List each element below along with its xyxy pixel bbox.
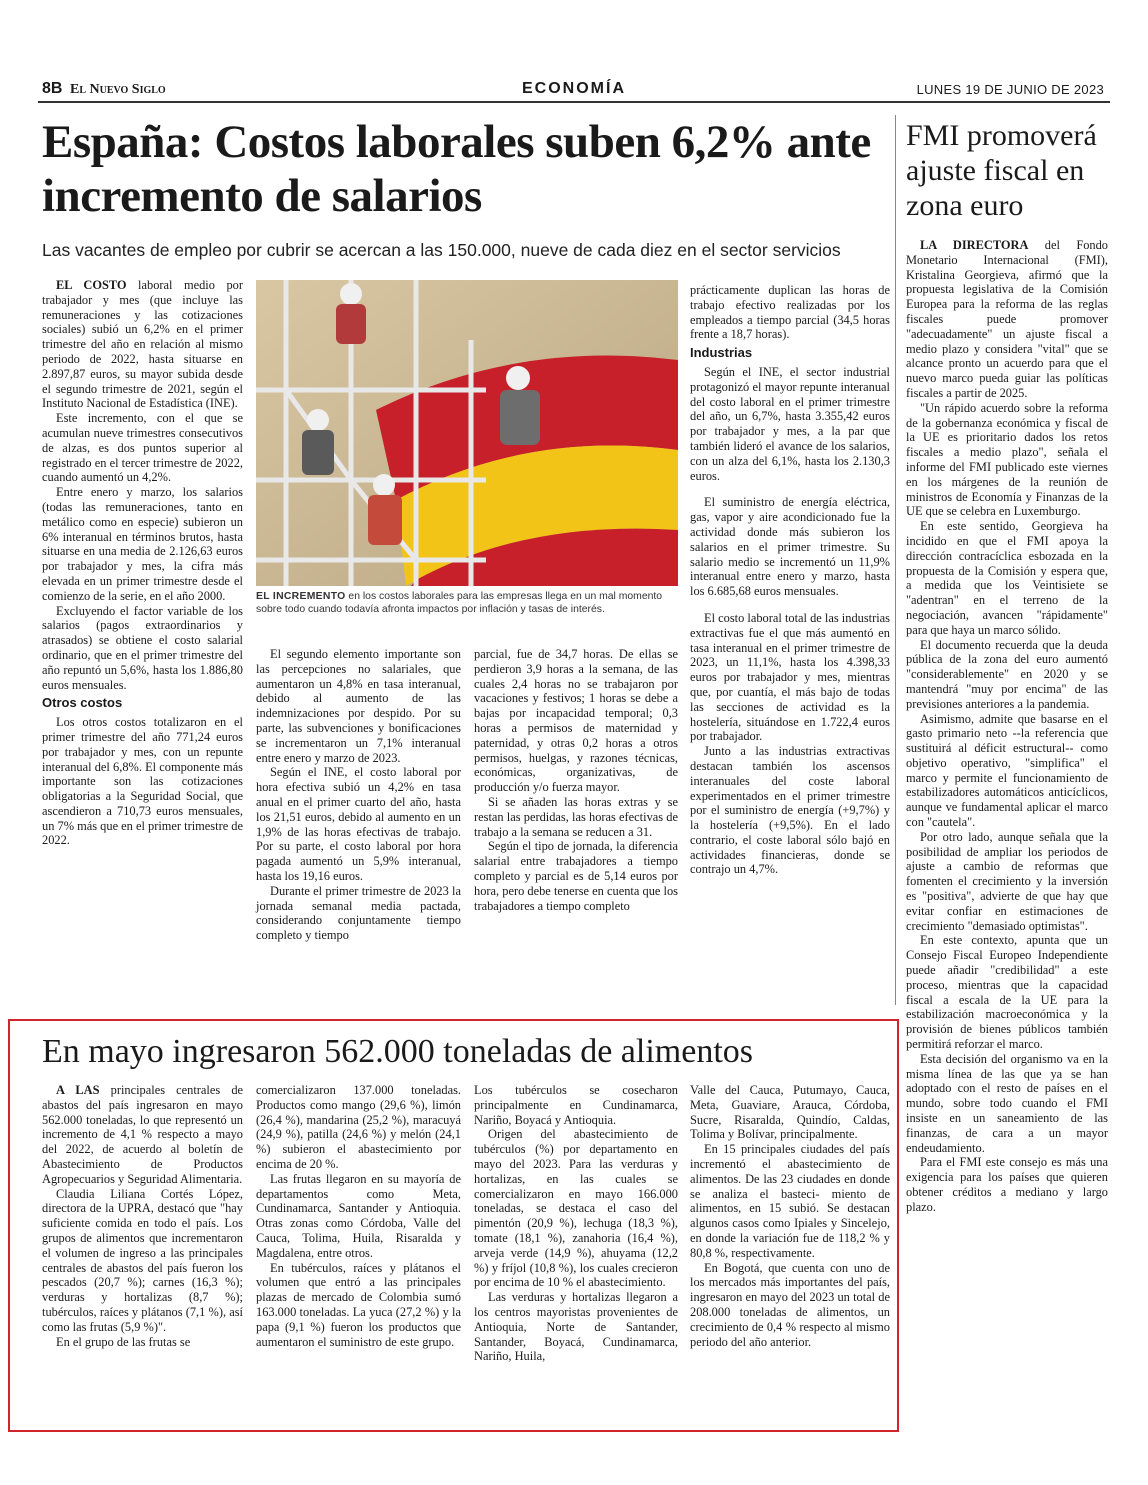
paragraph: Los otros costos totalizaron en el primer trimestre del año 771,24 euros por trabajador y mes, con un repunte interanual del 6,8%. El componente más importante son las cotizaciones obligatorias a la Seguridad Social, que ascendieron a 710,73 euros mensuales, un 7% más que en el primer trimestre de 2022. — [42, 715, 243, 848]
paragraph — [42, 278, 243, 411]
paragraph: comercializaron 137.000 toneladas. Productos como mango (29,6 %), limón (26,4 %), mandarina (25,2 %), maracuyá (24,9 %), patilla (24,6 %) y melón (24,1 %) subieron el abastecimiento por encima de 20 %. — [256, 1083, 461, 1171]
paragraph: En este contexto, apunta que un Consejo Fiscal Europeo Independiente puede añadir "credibilidad" a este proceso, mientras que la capacidad fiscal a escala de la UE para la estabilización macroeconómica y la provisión de bienes públicos también permitirá reforzar el marco. — [906, 933, 1108, 1052]
article-column-1 — [42, 278, 243, 848]
paragraph: En este sentido, Georgieva ha incidido en que el FMI apoya la dirección contracíclica esbozada en la propuesta de la Comisión y espera que, a medida que los Veintisiete se "adentran" en el terreno de la negociación, avancen "rápidamente" para que haya un marco sólido. — [906, 519, 1108, 637]
box-column-2 — [256, 1083, 461, 1349]
article-subhead: Las vacantes de empleo por cubrir se acercan a las 150.000, nueve de cada diez en el sector servicios — [42, 240, 841, 260]
photo-caption — [256, 590, 678, 616]
lead-in: A LAS — [56, 1083, 100, 1097]
paragraph: El suministro de energía eléctrica, gas, vapor y aire acondicionado fue la actividad donde más subieron los salarios en el primer trimestre. Su salario medio se incrementó un 11,9% interanual entre enero y marzo, hasta los 6.685,68 euros mensuales. — [690, 495, 890, 599]
lead-in: EL COSTO — [56, 278, 127, 292]
paragraph-text: del Fondo Monetario Internacional (FMI), Kristalina Georgieva, afirmó que la propuesta legislativa de la Comisión Europea para la reforma de las reglas fiscales puede promover "adecuadamente" un ajuste fiscal a medio plazo y considera "vital" que se alcance pronto un acuerdo para que el nuevo marco pueda guiar las políticas fiscales a partir de 2025. — [906, 238, 1108, 400]
caption-lead: EL INCREMENTO — [256, 591, 346, 602]
caption-text: en los costos laborales para las empresas llega en un mal momento sobre todo cuando todavía afronta impactos por inflación y tasas de interés. — [256, 591, 663, 615]
paragraph: En 15 principales ciudades del país incrementó el abastecimiento de alimentos. De las 23 ciudades en donde se analiza el basteci- miento de alimentos, en 15 subió. Se destacan algunos casos como Ipiales y Sincelejo, en donde la variación fue de 118,2 % y 80,8 %, respectivamente. — [690, 1142, 890, 1260]
paragraph: Origen del abastecimiento de tubérculos (%) por departamento en mayo del 2023. Para las verduras y hortalizas, en las cuales se comercializaron en mayo 166.000 toneladas, se destaca el caso del pimentón (20,9 %), lechuga (18,3 %), tomate (18,1 %), zanahoria (16,4 %), arveja verde (14,9 %), ahuyama (12,2 %) y fríjol (10,8 %), los cuales crecieron por encima de 10 % el abastecimiento. — [474, 1127, 678, 1290]
paragraph: Si se añaden las horas extras y se restan las perdidas, las horas efectivas de trabajo a la semana se reducen a 31. — [474, 794, 678, 839]
article-column-2 — [256, 647, 461, 943]
paragraph: parcial, fue de 34,7 horas. De ellas se perdieron 3,9 horas a la semana, de las cuales 2,4 horas no se trabajaron por vacaciones y festivos; 1 horas se debe a bajas por incapacidad temporal; 0,3 horas a permisos de maternidad y paternidad, y otras 0,2 horas a otros permisos, huelgas, y razones técnicas, económicas, organizativas, de producción y/o fuerza mayor. — [474, 647, 678, 795]
paragraph-text: laboral medio por trabajador y mes (que incluye las remuneraciones y las cotizaciones sociales) subió un 6,2% en el primer trimestre del año en relación al mismo periodo de 2022, hasta situarse en 2.897,87 euros, su mayor subida desde el segundo trimestre de 2021, según el Instituto Nacional de Estadística (INE). — [42, 278, 243, 411]
paragraph: En el grupo de las frutas se — [56, 1334, 191, 1349]
sidebar-column — [906, 238, 1108, 1215]
paragraph: Según el tipo de jornada, la diferencia salarial entre trabajadores a tiempo completo y parcial es de 5,14 euros por hora, pero debe tenerse en cuenta que los trabajadores a tiempo completo — [474, 839, 678, 913]
subheading: Industrias — [690, 345, 753, 361]
box-column-3 — [474, 1083, 678, 1364]
header-rule — [38, 101, 1110, 103]
workers-scaffolding-photo — [256, 280, 678, 586]
paragraph: En tubérculos, raíces y plátanos el volumen que entró a las principales plazas de mercado de Colombia sumó 163.000 toneladas. La yuca (27,2 %) y la papa (9,1 %) fueron los productos que aumentaron el suministro de este grupo. — [256, 1260, 461, 1349]
paragraph: El segundo elemento importante son las percepciones no salariales, que aumentaron un 4,8% en tasa interanual, debido al aumento de las indemnizaciones por despido. Por su parte, las subvenciones y bonificaciones se incrementaron un 7,1% interanual entre enero y marzo de 2023. — [256, 647, 461, 765]
box-headline: En mayo ingresaron 562.000 toneladas de alimentos — [42, 1033, 753, 1070]
section-name: ECONOMÍA — [522, 80, 626, 97]
paragraph: Para el FMI este consejo es más una exigencia para los países que quieren obtener créditos a mediano y largo plazo. — [906, 1155, 1108, 1214]
paragraph: Las frutas llegaron en su mayoría de departamentos como Meta, Cundinamarca, Santander y Antioquia. Otras zonas como Córdoba, Valle del Cauca, Tolima, Huila, Risaralda y Magdalena, entre otros. — [256, 1171, 461, 1260]
column-divider — [895, 115, 896, 1005]
paragraph: Los tubérculos se cosecharon principalmente en Cundinamarca, Nariño, Boyacá y Antioquia. — [474, 1083, 678, 1127]
paragraph: Durante el primer trimestre de 2023 la jornada semanal media pactada, considerando conjuntamente tiempo completo y tiempo — [256, 883, 461, 943]
paragraph: Por otro lado, aunque señala que la posibilidad de ampliar los periodos de ajuste a cambio de reformas que fomenten el crecimiento y la inversión es "positiva", advierte de que hay que evitar confiar en estimaciones de crecimiento "demasiado optimistas". — [906, 829, 1108, 933]
article-headline: España: Costos laborales suben 6,2% ante incremento de salarios — [42, 116, 871, 222]
paragraph: Entre enero y marzo, los salarios (todas las remuneraciones, tanto en metálico como en especie) subieron un 6% interanual en términos brutos, hasta situarse en una media de 2.126,63 euros por trabajador y mes, la cifra más elevada en un primer trimestre desde el comienzo de la serie, en el año 2000. — [42, 485, 243, 603]
box-column-4 — [690, 1083, 890, 1349]
paragraph: Asimismo, admite que basarse en el gasto primario neto --la referencia que sustituirá al déficit estructural-- como objetivo operativo, "simplifica" el marco y permite el funcionamiento de estabilizadores automáticos anticíclicos, aunque ve fundamental aplicar el marco con "cautela". — [906, 711, 1108, 830]
paragraph: Valle del Cauca, Putumayo, Cauca, Meta, Guaviare, Arauca, Córdoba, Sucre, Risaralda, Quindío, Caldas, Tolima y Bolívar, principalmente. — [690, 1083, 890, 1142]
paragraph-text: principales centrales de abastos del país ingresaron en mayo 562.000 toneladas, lo que representó un incremento de 4,1 % respecto a mayo del 2022, de acuerdo al boletín de Abastecimiento de Productos Agropecuarios y Seguridad Alimentaria. — [42, 1083, 244, 1186]
paragraph: Las verduras y hortalizas llegaron a los centros mayoristas provenientes de Antioquia, Norte de Santander, Santander, Boyacá, Cundinamarca, Nariño, Huila, — [474, 1290, 678, 1364]
issue-date: LUNES 19 DE JUNIO DE 2023 — [916, 82, 1104, 97]
article-column-4 — [690, 283, 890, 877]
paragraph — [906, 238, 1108, 401]
paragraph: El costo laboral total de las industrias extractivas fue el que más aumentó en tasa interanual en el primer trimestre de 2023, un 11,1%, hasta los 4.398,33 euros por trabajador y mes, mientras que, por cuantía, el más bajo de todas las secciones de actividad es la hostelería, situándose en 1.722,4 euros por trabajador. — [690, 610, 890, 744]
paragraph: Según el INE, el sector industrial protagonizó el mayor repunte interanual del costo laboral en el primer trimestre del año, un 6,7%, hasta 3.355,42 euros por trabajador y mes, a la par que también lideró el avance de los salarios, con un alza del 6,1%, hasta los 2.130,3 euros. — [690, 364, 890, 483]
paragraph: Excluyendo el factor variable de los salarios (pagos extraordinarios y atrasados) se obtiene el costo salarial ordinario, que en el primer trimestre del año repuntó un 5,6%, hasta los 1.886,80 euros mensuales. — [42, 603, 243, 692]
sidebar-headline: FMI promoverá ajuste fiscal en zona euro — [906, 119, 1097, 222]
paragraph — [42, 1083, 243, 1187]
paragraph: Esta decisión del organismo va en la misma línea de las que ya se han adoptado con el resto de países en el mundo, sobre todo cuando el FMI insiste en un saneamiento de las finanzas, de cara a un mayor endeudamiento. — [906, 1051, 1108, 1155]
article-photo — [256, 280, 678, 586]
paragraph: "Un rápido acuerdo sobre la reforma de la gobernanza económica y fiscal de la UE es prioritario dados los retos fiscales a medio plazo", señala el informe del FMI publicado este viernes en los márgenes de la reunión de ministros de Economía y Finanzas de la UE que se celebra en Luxemburgo. — [906, 400, 1108, 519]
paragraph: Junto a las industrias extractivas destacan también los ascensos interanuales del coste laboral experimentados en el primer trimestre por el suministro de energía (+9,7%) y la hostelería (+9,5%). En el lado contrario, el coste laboral sólo bajó en actividades financieras, donde se contrajo un 4,7%. — [690, 744, 890, 877]
box-column-1 — [42, 1083, 243, 1349]
newspaper-name: El Nuevo Siglo — [70, 82, 166, 97]
paragraph: El documento recuerda que la deuda pública de la zona del euro aumentó "considerablemente" en 2020 y se mantendrá "muy por encima" de las previsiones anteriores a la pandemia. — [906, 637, 1108, 711]
paragraph: prácticamente duplican las horas de trabajo efectivo realizadas por los empleados a tiempo parcial (34,5 horas frente a 18,7 horas). — [690, 283, 890, 342]
page-number: 8B — [42, 80, 63, 97]
article-column-3 — [474, 647, 678, 913]
paragraph: Este incremento, con el que se acumulan nueve trimestres consecutivos de alzas, es dos puntos superior al registrado en el tercer trimestre de 2022, cuando aumentó un 4,2%. — [42, 411, 243, 485]
subheading: Otros costos — [42, 695, 123, 711]
lead-in: LA DIRECTORA — [920, 238, 1029, 252]
paragraph: En Bogotá, que cuenta con uno de los mercados más importantes del país, ingresaron en mayo del 2023 un total de 208.000 toneladas de alimentos, un crecimiento de 0,4 % respecto al mismo periodo del año anterior. — [690, 1260, 890, 1349]
paragraph: Claudia Liliana Cortés López, directora de la UPRA, destacó que "hay suficiente comida en todo el país. Los grupos de alimentos que incrementaron el volumen de ingreso a las principales centrales de abastos del país fueron los pescados (20,7 %); carnes (16,3 %); verduras y hortalizas (8,7 %); tubérculos, raíces y plátanos (7,1 %), así como las frutas (5,9 %)". — [42, 1186, 243, 1334]
paragraph: Según el INE, el costo laboral por hora efectiva subió un 4,2% en tasa anual en el primer cuarto del año, hasta los 21,51 euros, debido al aumento en un 1,9% de las horas efectivas de trabajo. Por su parte, el costo laboral por hora pagada aumentó un 5,9% interanual, hasta los 19,16 euros. — [256, 765, 461, 883]
